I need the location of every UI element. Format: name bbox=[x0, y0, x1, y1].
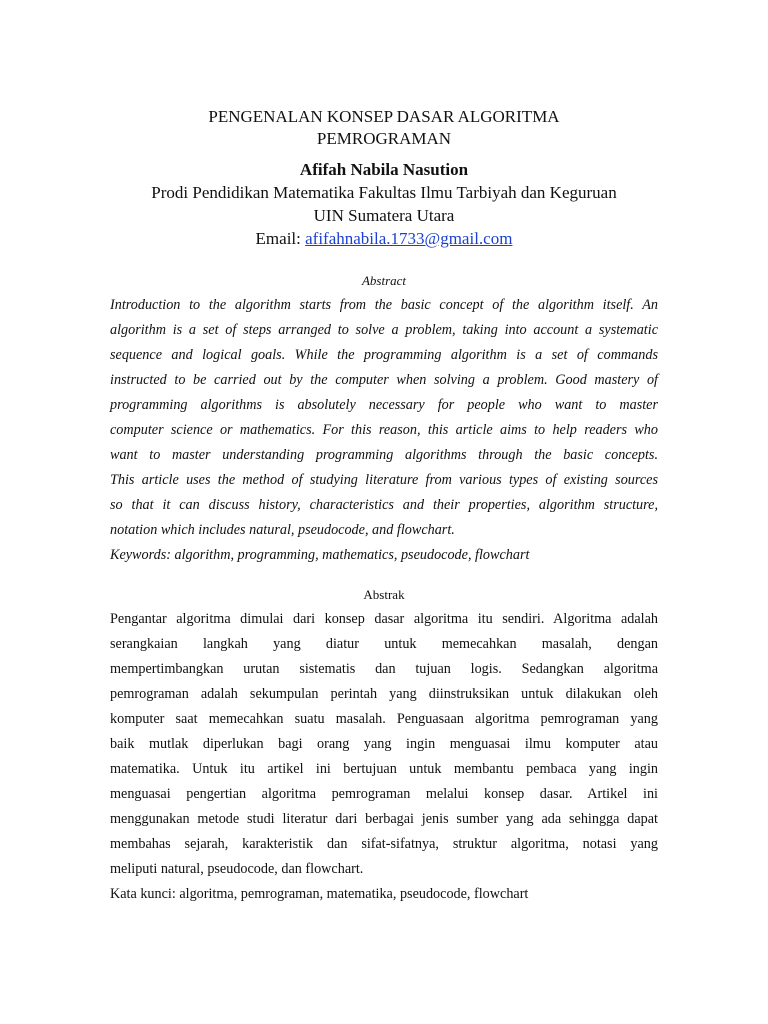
abstrak-line: mempertimbangkan urutan sistematis dan tujuan logis. Sedangkan algoritma bbox=[110, 661, 658, 677]
abstract-line: notation which includes natural, pseudocode, and flowchart. bbox=[110, 522, 455, 538]
abstrak-line: matematika. Untuk itu artikel ini bertujuan untuk membantu pembaca yang ingin bbox=[110, 761, 658, 777]
paper-title-line-1: PENGENALAN KONSEP DASAR ALGORITMA bbox=[208, 107, 560, 126]
abstract-line: want to master understanding programming algorithms through the basic concepts. bbox=[110, 447, 658, 463]
email-line bbox=[0, 229, 768, 249]
abstract-line: computer science or mathematics. For this reason, this article aims to help readers who bbox=[110, 422, 658, 438]
abstrak-line: meliputi natural, pseudocode, dan flowchart. bbox=[110, 861, 364, 877]
paper-title-line-2: PEMROGRAMAN bbox=[316, 129, 452, 148]
abstrak-line: menguasai pengertian algoritma pemrograman melalui konsep dasar. Artikel ini bbox=[110, 786, 658, 802]
affiliation-line-1: Prodi Pendidikan Matematika Fakultas Ilmu Tarbiyah dan Keguruan bbox=[151, 183, 617, 202]
abstract-line: sequence and logical goals. While the programming algorithm is a set of commands bbox=[110, 347, 658, 363]
email-link[interactable]: afifahnabila.1733@gmail.com bbox=[305, 229, 513, 248]
abstract-heading: Abstract bbox=[361, 273, 407, 288]
abstrak-line: pemrograman adalah sekumpulan perintah yang diinstruksikan untuk dilakukan oleh bbox=[110, 686, 658, 702]
abstract-line: algorithm is a set of steps arranged to solve a problem, taking into account a systematic bbox=[110, 322, 658, 338]
author-name: Afifah Nabila Nasution bbox=[299, 160, 469, 179]
affiliation-line-2: UIN Sumatera Utara bbox=[313, 206, 455, 225]
abstrak-line: komputer saat memecahkan suatu masalah. Penguasaan algoritma pemrograman yang bbox=[110, 711, 658, 727]
abstrak-line: menggunakan metode studi literatur dari berbagai jenis sumber yang ada sehingga dapat bbox=[110, 811, 658, 827]
abstrak-line: baik mutlak diperlukan bagi orang yang ingin menguasai ilmu komputer atau bbox=[110, 736, 658, 752]
abstract-line: instructed to be carried out by the computer when solving a problem. Good mastery of bbox=[110, 372, 658, 388]
abstrak-line: Pengantar algoritma dimulai dari konsep dasar algoritma itu sendiri. Algoritma adalah bbox=[110, 611, 658, 627]
keywords-indonesian: Kata kunci: algoritma, pemrograman, matematika, pseudocode, flowchart bbox=[110, 886, 529, 902]
email-label: Email: bbox=[255, 229, 306, 248]
abstrak-line: membahas sejarah, karakteristik dan sifat-sifatnya, struktur algoritma, notasi yang bbox=[110, 836, 658, 852]
keywords-english: Keywords: algorithm, programming, mathematics, pseudocode, flowchart bbox=[110, 547, 530, 563]
abstract-line: programming algorithms is absolutely necessary for people who want to master bbox=[110, 397, 658, 413]
abstract-line: Introduction to the algorithm starts from the basic concept of the algorithm itself. An bbox=[110, 297, 658, 313]
abstract-line: so that it can discuss history, characteristics and their properties, algorithm structure, bbox=[110, 497, 658, 513]
abstract-line: This article uses the method of studying literature from various types of existing sources bbox=[110, 472, 658, 488]
abstrak-line: serangkaian langkah yang diatur untuk memecahkan masalah, dengan bbox=[110, 636, 658, 652]
abstrak-heading: Abstrak bbox=[363, 587, 405, 602]
